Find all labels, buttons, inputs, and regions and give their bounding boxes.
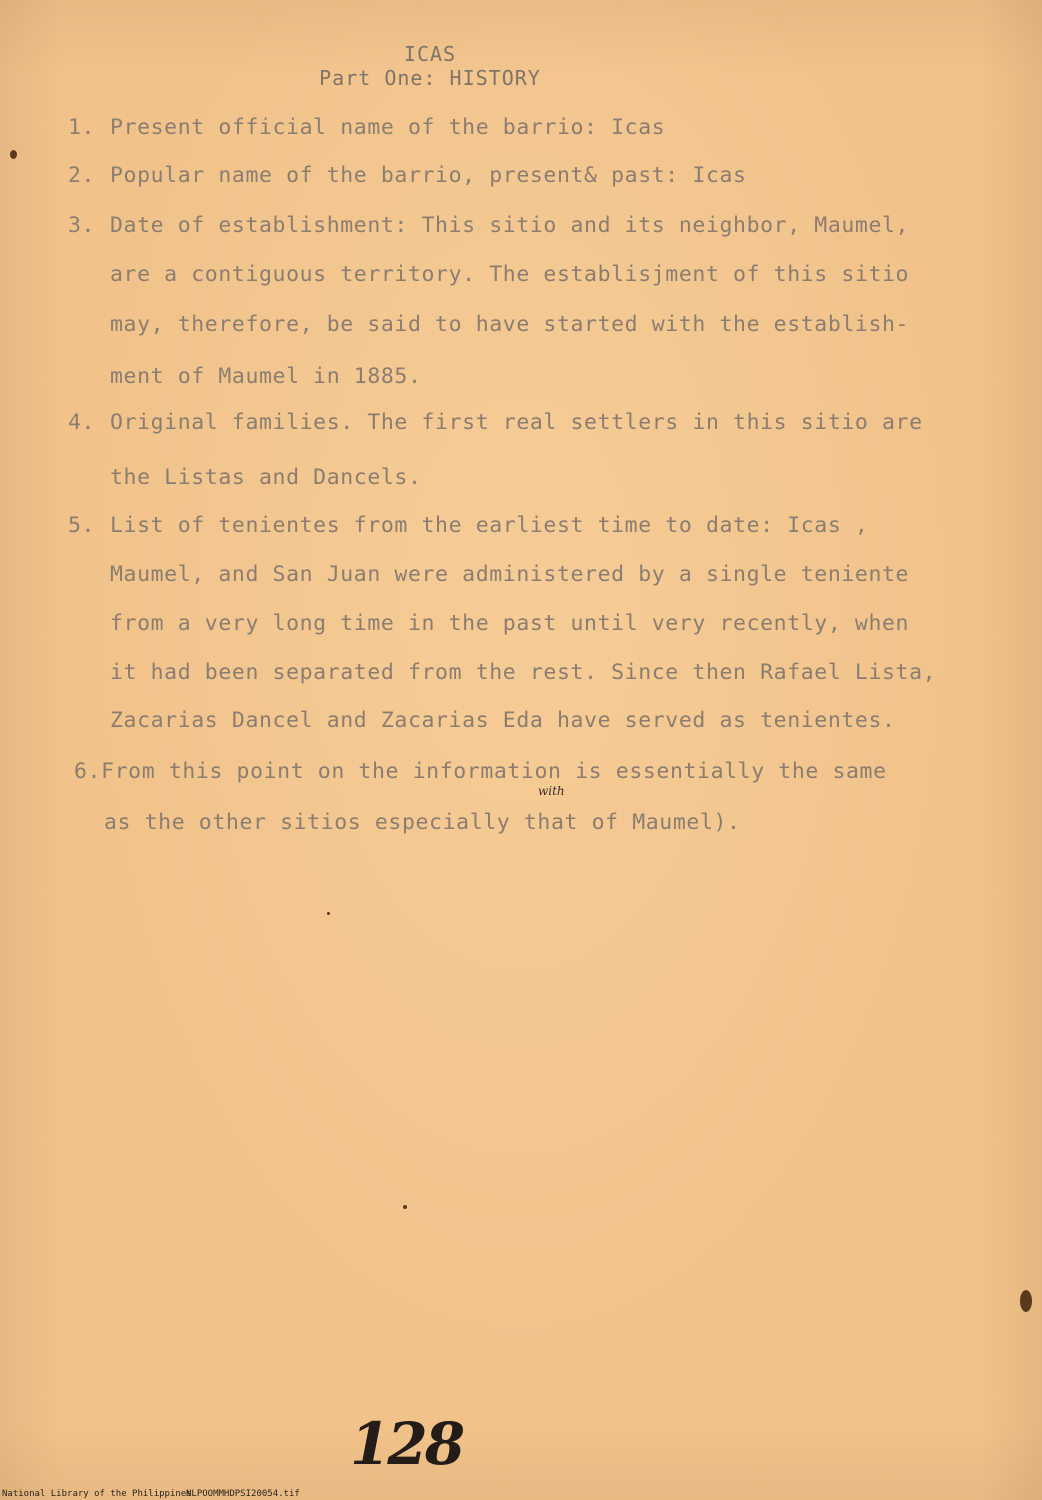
paper-speck	[327, 912, 330, 915]
list-item-2	[68, 163, 747, 188]
item-continuation: it had been separated from the rest. Since then Rafael Lista,	[110, 660, 937, 685]
paper-speck	[403, 1205, 407, 1209]
item-text: Date of establishment: This sitio and its neighbor, Maumel,	[110, 213, 910, 238]
list-item-1	[68, 115, 665, 140]
paper-stain	[1020, 1290, 1032, 1312]
paper-stain	[10, 150, 17, 159]
item-number: 5.	[68, 513, 96, 538]
list-item-5	[68, 513, 868, 538]
item-continuation: are a contiguous territory. The establisjment of this sitio	[110, 262, 910, 287]
footer-library: National Library of the Philippines	[2, 1489, 192, 1499]
item-continuation: the Listas and Dancels.	[110, 465, 422, 490]
list-item-4	[68, 410, 923, 435]
item-number: 4.	[68, 410, 96, 435]
item-number: 6.	[74, 759, 102, 784]
item-continuation: may, therefore, be said to have started with the establish-	[110, 312, 910, 337]
item-continuation: Zacarias Dancel and Zacarias Eda have served as tenientes.	[110, 708, 896, 733]
item-continuation: ment of Maumel in 1885.	[110, 364, 422, 389]
item-text: Present official name of the barrio: Icas	[110, 115, 666, 140]
document-title: ICAS	[403, 42, 457, 66]
item-text: Popular name of the barrio, present& past: Icas	[110, 163, 747, 188]
list-item-6	[74, 759, 887, 784]
footer-filename: NLPOOMMHDPSI20054.tif	[186, 1489, 300, 1499]
item-text: List of tenientes from the earliest time to date: Icas ,	[110, 513, 869, 538]
item-number: 3.	[68, 213, 96, 238]
list-item-3	[68, 213, 909, 238]
item-text: Original families. The first real settlers in this sitio are	[110, 410, 923, 435]
item-text: From this point on the information is essentially the same	[101, 759, 887, 784]
page-number: 128	[350, 1410, 463, 1478]
item-continuation: Maumel, and San Juan were administered by a single teniente	[110, 562, 910, 587]
item-continuation: as the other sitios especially that of Maumel).	[104, 810, 741, 835]
item-continuation: from a very long time in the past until very recently, when	[110, 611, 910, 636]
item-number: 1.	[68, 115, 96, 140]
document-subtitle: Part One: HISTORY	[319, 66, 541, 90]
handwritten-insertion: with	[538, 784, 565, 798]
item-number: 2.	[68, 163, 96, 188]
